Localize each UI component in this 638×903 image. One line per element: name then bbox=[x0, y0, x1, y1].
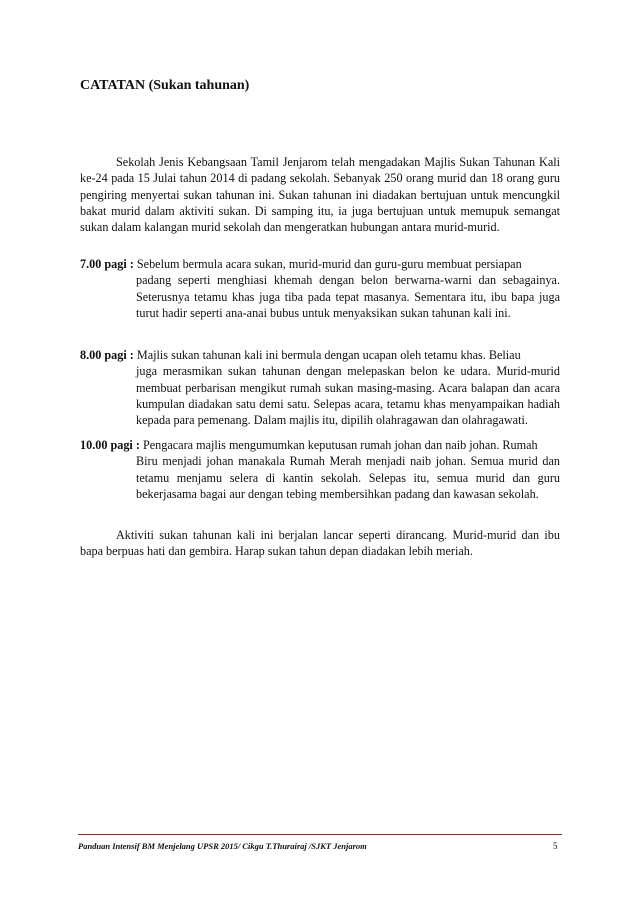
entry-first-line: Pengacara majlis mengumumkan keputusan rumah johan dan naib johan. Rumah bbox=[142, 438, 538, 452]
page-number: 5 bbox=[553, 841, 558, 851]
entry-first-line: Sebelum bermula acara sukan, murid-murid dan guru-guru membuat persiapan bbox=[136, 257, 522, 271]
closing-paragraph bbox=[80, 527, 560, 560]
entry-time: 10.00 pagi : bbox=[80, 438, 140, 452]
entry-body: juga merasmikan sukan tahunan dengan melepaskan belon ke udara. Murid-murid membuat perbarisan mengikut rumah sukan masing-masing. Acara balapan dan acara kumpulan diadakan satu demi satu. Selepas acara, tetamu khas menyampaikan hadiah kepada para pemenang. Dalam majlis itu, dipilih olahragawan dan olahragawati. bbox=[136, 364, 560, 428]
page-title: CATATAN (Sukan tahunan) bbox=[80, 78, 250, 93]
timeline-entry-0800 bbox=[80, 347, 560, 428]
intro-text: Sekolah Jenis Kebangsaan Tamil Jenjarom telah mengadakan Majlis Sukan Tahunan Kali ke-24 pada 15 Julai tahun 2014 di padang sekolah. Sebanyak 250 orang murid dan 18 orang guru pengiring menyertai sukan tahunan ini. Sukan tahunan ini diadakan bertujuan untuk mencungkil bakat murid dalam aktiviti sukan. Di samping itu, ia juga bertujuan untuk memupuk semangat sukan dalam kalangan murid sekolah dan mengeratkan hubungan antara murid-murid. bbox=[80, 155, 560, 235]
entry-first-line: Majlis sukan tahunan kali ini bermula dengan ucapan oleh tetamu khas. Beliau bbox=[136, 348, 521, 362]
footer-text: Panduan Intensif BM Menjelang UPSR 2015/ Cikgu T.Thurairaj /SJKT Jenjarom bbox=[78, 841, 367, 851]
entry-body: Biru menjadi johan manakala Rumah Merah menjadi naib johan. Semua murid dan tetamu menjamu selera di kantin sekolah. Selepas itu, semua murid dan guru bekerjasama bagai aur dengan tebing membersihkan padang dan kawasan sekolah. bbox=[136, 454, 560, 501]
timeline-entry-1000 bbox=[80, 437, 560, 502]
intro-paragraph bbox=[80, 154, 560, 235]
timeline-entry-0700 bbox=[80, 256, 560, 321]
entry-time: 7.00 pagi : bbox=[80, 257, 134, 271]
entry-body: padang seperti menghiasi khemah dengan belon berwarna-warni dan sebagainya. Seterusnya tetamu khas juga tiba pada tepat masanya. Sementara itu, ibu bapa juga turut hadir seperti ana-anai bubus untuk menyaksikan sukan tahunan kali ini. bbox=[136, 273, 560, 320]
entry-time: 8.00 pagi : bbox=[80, 348, 134, 362]
footer-rule bbox=[78, 834, 562, 835]
closing-text: Aktiviti sukan tahunan kali ini berjalan lancar seperti dirancang. Murid-murid dan ibu bapa berpuas hati dan gembira. Harap sukan tahun depan diadakan lebih meriah. bbox=[80, 528, 560, 559]
